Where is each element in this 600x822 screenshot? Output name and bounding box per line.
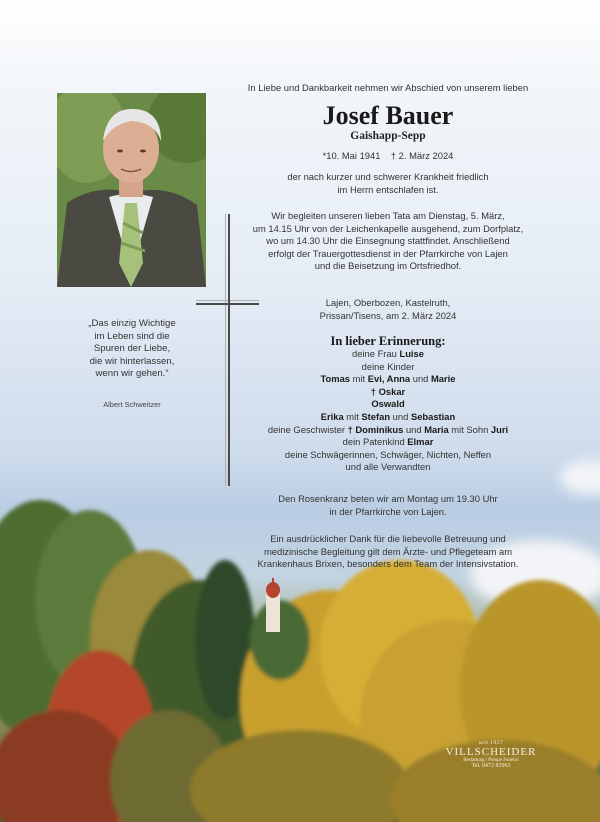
text-line: Den Rosenkranz beten wir am Montag um 19.30 Uhr: [278, 493, 498, 504]
place-date-paragraph: [232, 297, 544, 322]
mourner-line: † Oskar: [370, 385, 406, 397]
rosary-paragraph: [232, 493, 544, 518]
thanks-paragraph: [232, 533, 544, 571]
mourner-line: deine Schwägerinnen, Schwäger, Nichten, Neffen: [284, 448, 492, 460]
mourner-line: deine Kinder: [361, 360, 415, 372]
text-line: medizinische Begleitung gilt dem Ärzte- und Pflegeteam am: [263, 545, 513, 557]
death-date: † 2. März 2024: [390, 150, 454, 161]
mourner-line: deine Frau Luise: [352, 348, 424, 359]
mourner-line: deine Geschwister † Dominikus und Maria mit Sohn Juri: [267, 423, 509, 435]
text-line: Wir begleiten unseren lieben Tata am Dienstag, 5. März,: [271, 210, 505, 221]
logo-subtitle: Bestattung | Pompe Funebri: [463, 758, 519, 763]
deceased-name: Josef Bauer: [322, 101, 454, 130]
intro-text: In Liebe und Dankbarkeit nehmen wir Abschied von unserem lieben: [247, 82, 529, 93]
portrait-illustration: [57, 93, 206, 287]
portrait-photo: [57, 93, 206, 287]
mourner-line: Tomas mit Evi, Anna und Marie: [320, 373, 456, 385]
text-line: Krankenhaus Brixen, besonders dem Team der Intensivstation.: [257, 558, 519, 570]
funeral-paragraph: [232, 210, 544, 273]
birth-date: *10. Mai 1941: [322, 150, 381, 161]
cross-vertical: [228, 214, 230, 486]
mourner-line: Erika mit Stefan und Sebastian: [320, 410, 456, 422]
mourner-line: und alle Verwandten: [345, 461, 431, 473]
passing-paragraph: [232, 171, 544, 196]
quote-line: wenn wir gehen.“: [95, 368, 169, 380]
text-line: Prissan/Tisens, am 2. März 2024: [319, 309, 457, 321]
remembrance-title: In lieber Erinnerung:: [330, 334, 446, 348]
quote-line: im Leben sind die: [94, 330, 170, 342]
text-line: Ein ausdrücklicher Dank für die liebevolle Betreuung und: [270, 533, 506, 544]
cross-shadow: [225, 214, 226, 486]
quote-line: „Das einzig Wichtige: [88, 318, 176, 329]
quote-line: Spuren der Liebe,: [93, 343, 171, 355]
text-line: und die Beisetzung im Ortsfriedhof.: [314, 260, 462, 272]
quote: [72, 318, 192, 381]
text-line: erfolgt der Trauergottesdienst in der Pfarrkirche von Lajen: [268, 247, 508, 259]
quote-author: Albert Schweitzer: [103, 400, 161, 409]
text-line: Lajen, Oberbozen, Kastelruth,: [325, 297, 451, 308]
logo-phone: Tel. 0472 83963: [471, 763, 511, 769]
quote-line: die wir hinterlassen,: [89, 355, 175, 367]
text-line: in der Pfarrkirche von Lajen.: [329, 505, 447, 517]
life-dates: [232, 150, 544, 163]
text-line: um 14.15 Uhr von der Leichenkapelle ausgehend, zum Dorfplatz,: [252, 222, 524, 234]
text-line: im Herrn entschlafen ist.: [337, 183, 439, 195]
logo-since: seit 1927: [478, 740, 504, 746]
text-line: wo um 14.30 Uhr die Einsegnung stattfindet. Anschließend: [266, 235, 510, 247]
mourners-list: [232, 348, 544, 474]
mourner-line: Oswald: [371, 398, 405, 410]
funeral-home-logo: [436, 740, 546, 769]
mourner-line: dein Patenkind Elmar: [342, 436, 434, 448]
nickname: Gaishapp-Sepp: [350, 130, 426, 142]
logo-brand: VILLSCHEIDER: [445, 746, 537, 758]
text-line: der nach kurzer und schwerer Krankheit friedlich: [287, 171, 489, 182]
